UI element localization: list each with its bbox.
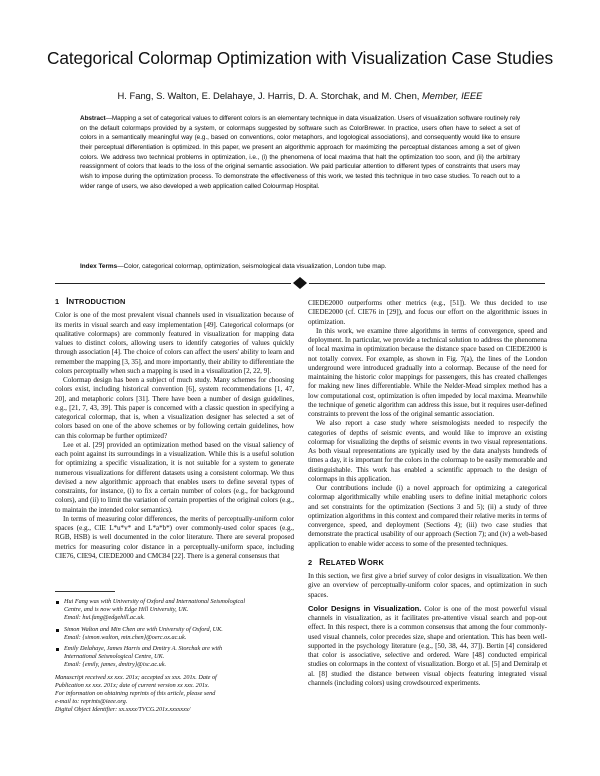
index-terms-label: Index Terms bbox=[80, 263, 118, 270]
divider-right bbox=[309, 283, 545, 284]
author-names: H. Fang, S. Walton, E. Delahaye, J. Harris, D. A. Storchak, and M. Chen, bbox=[117, 90, 420, 101]
bullet-icon bbox=[56, 629, 59, 632]
diamond-ornament-icon bbox=[293, 277, 307, 289]
bullet-icon bbox=[56, 601, 59, 604]
footnotes bbox=[55, 598, 294, 715]
intro-paragraph-4: In terms of measuring color differences, the merits of perceptually-uniform color spaces (e.g., CIE L*u*v* and L*a*b*) over commonly-used color spaces (e.g., RGB, HSB) is well documented in the color literature. There are several proposed metrics for measuring color distance in a perceptually-uniform space, including CIE76, CIE94, CIEDE2000 and CMC84 [22]. There is a general consensus that bbox=[55, 514, 294, 560]
right-paragraph-3: We also report a case study where seismologists needed to respecify the categories of depths of seismic events, and would like to improve an existing colormap for visualizing the depths of seismic events in two visual representations. As both visual representations are typically used by the data analysts hundreds of times a day, it is important for the colors in the colormap to be easily memorable and distinguishable. This work has enabled a scientific approach to the design of colormaps in this application. bbox=[308, 419, 547, 483]
index-terms bbox=[80, 262, 520, 272]
intro-paragraph-1: Color is one of the most prevalent visual channels used in visualization because of its merits in visual search and easy implementation [49]. Categorical colormaps (or qualitative colormaps) are commonly featured in visualization for mapping data values to distinct colors, allowing users to identify categories of values quickly through association [4]. The choice of colors can affect the users' ability to learn and remember the mapping [3, 35], and more importantly, their ability to differentiate the colors perceptually when such a mapping is used in a visualization [2, 22, 9]. bbox=[55, 311, 294, 375]
right-paragraph-4: Our contributions include (i) a novel approach for optimizing a categorical colormap algorithmically while enabling users to define initial metaphoric colors and set constraints for the optimization (Sections 3 and 5); (ii) a study of three optimization algorithms in this context and compared their relative merits in terms of convergence, speed, and deployment (Sections 4); (iii) two case studies that demonstrate the practical usability of our approach (Section 7); and (iv) a web-based application to enable wider access to some of the presented techniques. bbox=[308, 484, 547, 548]
index-terms-text: —Color, categorical colormap, optimization, seismological data visualization, London tube map. bbox=[117, 263, 387, 270]
manuscript-info: Manuscript received xx xxx. 201x; accepted xx xxx. 201x. Date of Publication xx xxx. 201x; date of current version xx xxx. 201x. For information on obtaining reprints of this article, please send e-mail to: reprints@ieee.org. Digital Object Identifier: xx.xxxx/TVCG.201x.xxxxxxx/ bbox=[55, 673, 217, 714]
color-designs-paragraph bbox=[308, 604, 547, 688]
right-paragraph-1: CIEDE2000 outperforms other metrics (e.g., [51]). We thus decided to use CIEDE2000 (cf. CIE76 in [29]), and focus our effort on the algorithmic issues in optimization. bbox=[308, 299, 547, 326]
related-work-intro: In this section, we first give a brief survey of color designs in visualization. We then give an overview of perceptually-uniform color spaces, and optimization in such spaces. bbox=[308, 572, 547, 599]
footnote-rule bbox=[55, 591, 115, 592]
section-1-heading: 1 INTRODUCTION bbox=[55, 296, 126, 306]
author-role: Member, IEEE bbox=[422, 90, 483, 101]
intro-paragraph-3: Lee et al. [29] provided an optimization method based on the visual saliency of each point against its surroundings in a visualization. While this is a useful solution for optimizing a specific visualization, it is not suitable for a system to generate numerous visualizations for different datasets using a consistent colormap. We thus devised a new algorithmic approach that enables users to define several types of constraints, for instance, (i) to fix a certain number of colors (e.g., for background colors), and (ii) to limit the variation of certain properties of the original colors (e.g., to maintain the intended color semantics). bbox=[55, 440, 294, 514]
divider-left bbox=[55, 283, 291, 284]
bullet-icon bbox=[56, 648, 59, 651]
footnote-item: Simon Walton and Min Chen are with University of Oxford, UK. Email: {simon.walton, min.chen}@oerc.ox.ac.uk. bbox=[55, 626, 294, 642]
section-2-heading: 2 RELATED WORK bbox=[308, 556, 384, 567]
footnote-item: Emily Delahaye, James Harris and Dmitry A. Storchak are with International Seismological Centre, UK. Email: {emily, james, dmitry}@isc.ac.uk. bbox=[55, 645, 294, 670]
abstract bbox=[80, 114, 520, 191]
paper-title: Categorical Colormap Optimization with Visualization Case Studies bbox=[46, 48, 554, 68]
right-paragraph-2: In this work, we examine three algorithms in terms of convergence, speed and deployment. In particular, we provide a technical solution to address the phenomena of local maxima in optimization because the distance space based on CIEDE2000 is not totally convex. For example, as shown in Fig. 7(a), the lines of the London underground were introduced gradually into a colormap. Because of the need for maintaining the historic color mappings for passengers, this has created challenges for making new lines differentiable. While the Nelder-Mead simplex method has a low computational cost, optimization is often impeded by local maxima. Meanwhile the technique of genetic algorithm can address this issue, but it requires user-defined constraints to prevent the loss of the original semantic association. bbox=[308, 326, 547, 418]
left-column bbox=[55, 297, 294, 561]
subsection-text: Color is one of the most powerful visual channels in visualization, as it facilitates pre-attentive visual search and pop-out effect. In this respect, there is a common consensus that among the four commonly-used visual channels, color precedes size, shape and orientation. This has been well-supported in the psychology literature (e.g., [50, 38, 44, 37]). Bertin [4] considered that color is associative, selective and ordered. Ware [48] conducted empirical studies on colormaps in the context of visualization. Borgo et al. [5] and Demiralp et al. [8] studied the distance between visual objects featuring integrated visual channels (including colors) using crowdsourced experiments. bbox=[308, 604, 547, 687]
subsection-title: Color Designs in Visualization. bbox=[308, 603, 422, 613]
intro-paragraph-2: Colormap design has been a subject of much study. Many schemes for choosing colors exist, including historical convention [6], system recommendations [1, 47, 20], and metaphoric colors [31]. There have been a number of design guidelines, e.g., [21, 7, 43, 39]. This paper is concerned with a classic question in specifying a categorical colormap, that is, when a visualization designer has selected a set of colors based on one of the above schemes or by following certain guidelines, how can this colormap be further optimized? bbox=[55, 376, 294, 440]
abstract-text: —Mapping a set of categorical values to different colors is an elementary technique in data visualization. Users of visualization software routinely rely on the default colormaps provided by a system, or colormaps suggested by software such as ColorBrewer. In practice, users often have to select a set of colors in a semantically meaningful way (e.g., based on conventions, color metaphors, and logological associations), and consequently would like to ensure their perceptual differentiation is optimized. In this paper, we present an algorithmic approach for maximizing the perceptual distances among a set of given colors. We address two technical problems in optimization, i.e., (i) the phenomena of local maxima that halt the optimization too soon, and (ii) the arbitrary reassignment of colors that leads to the loss of the original semantic association. We paid particular attention to different types of constraints that users may wish to impose during the optimization process. To demonstrate the effectiveness of this work, we tested this technique in two case studies. To reach out to a wider range of users, we also developed a web application called Colourmap Hospital. bbox=[80, 115, 520, 190]
author-line bbox=[0, 90, 600, 101]
right-column bbox=[308, 299, 547, 688]
footnote-item: Hui Fang was with University of Oxford and International Seismological Centre, and is now with Edge Hill University, UK. Email: hui.fang@edgehill.ac.uk. bbox=[55, 598, 294, 623]
abstract-label: Abstract bbox=[80, 115, 106, 122]
